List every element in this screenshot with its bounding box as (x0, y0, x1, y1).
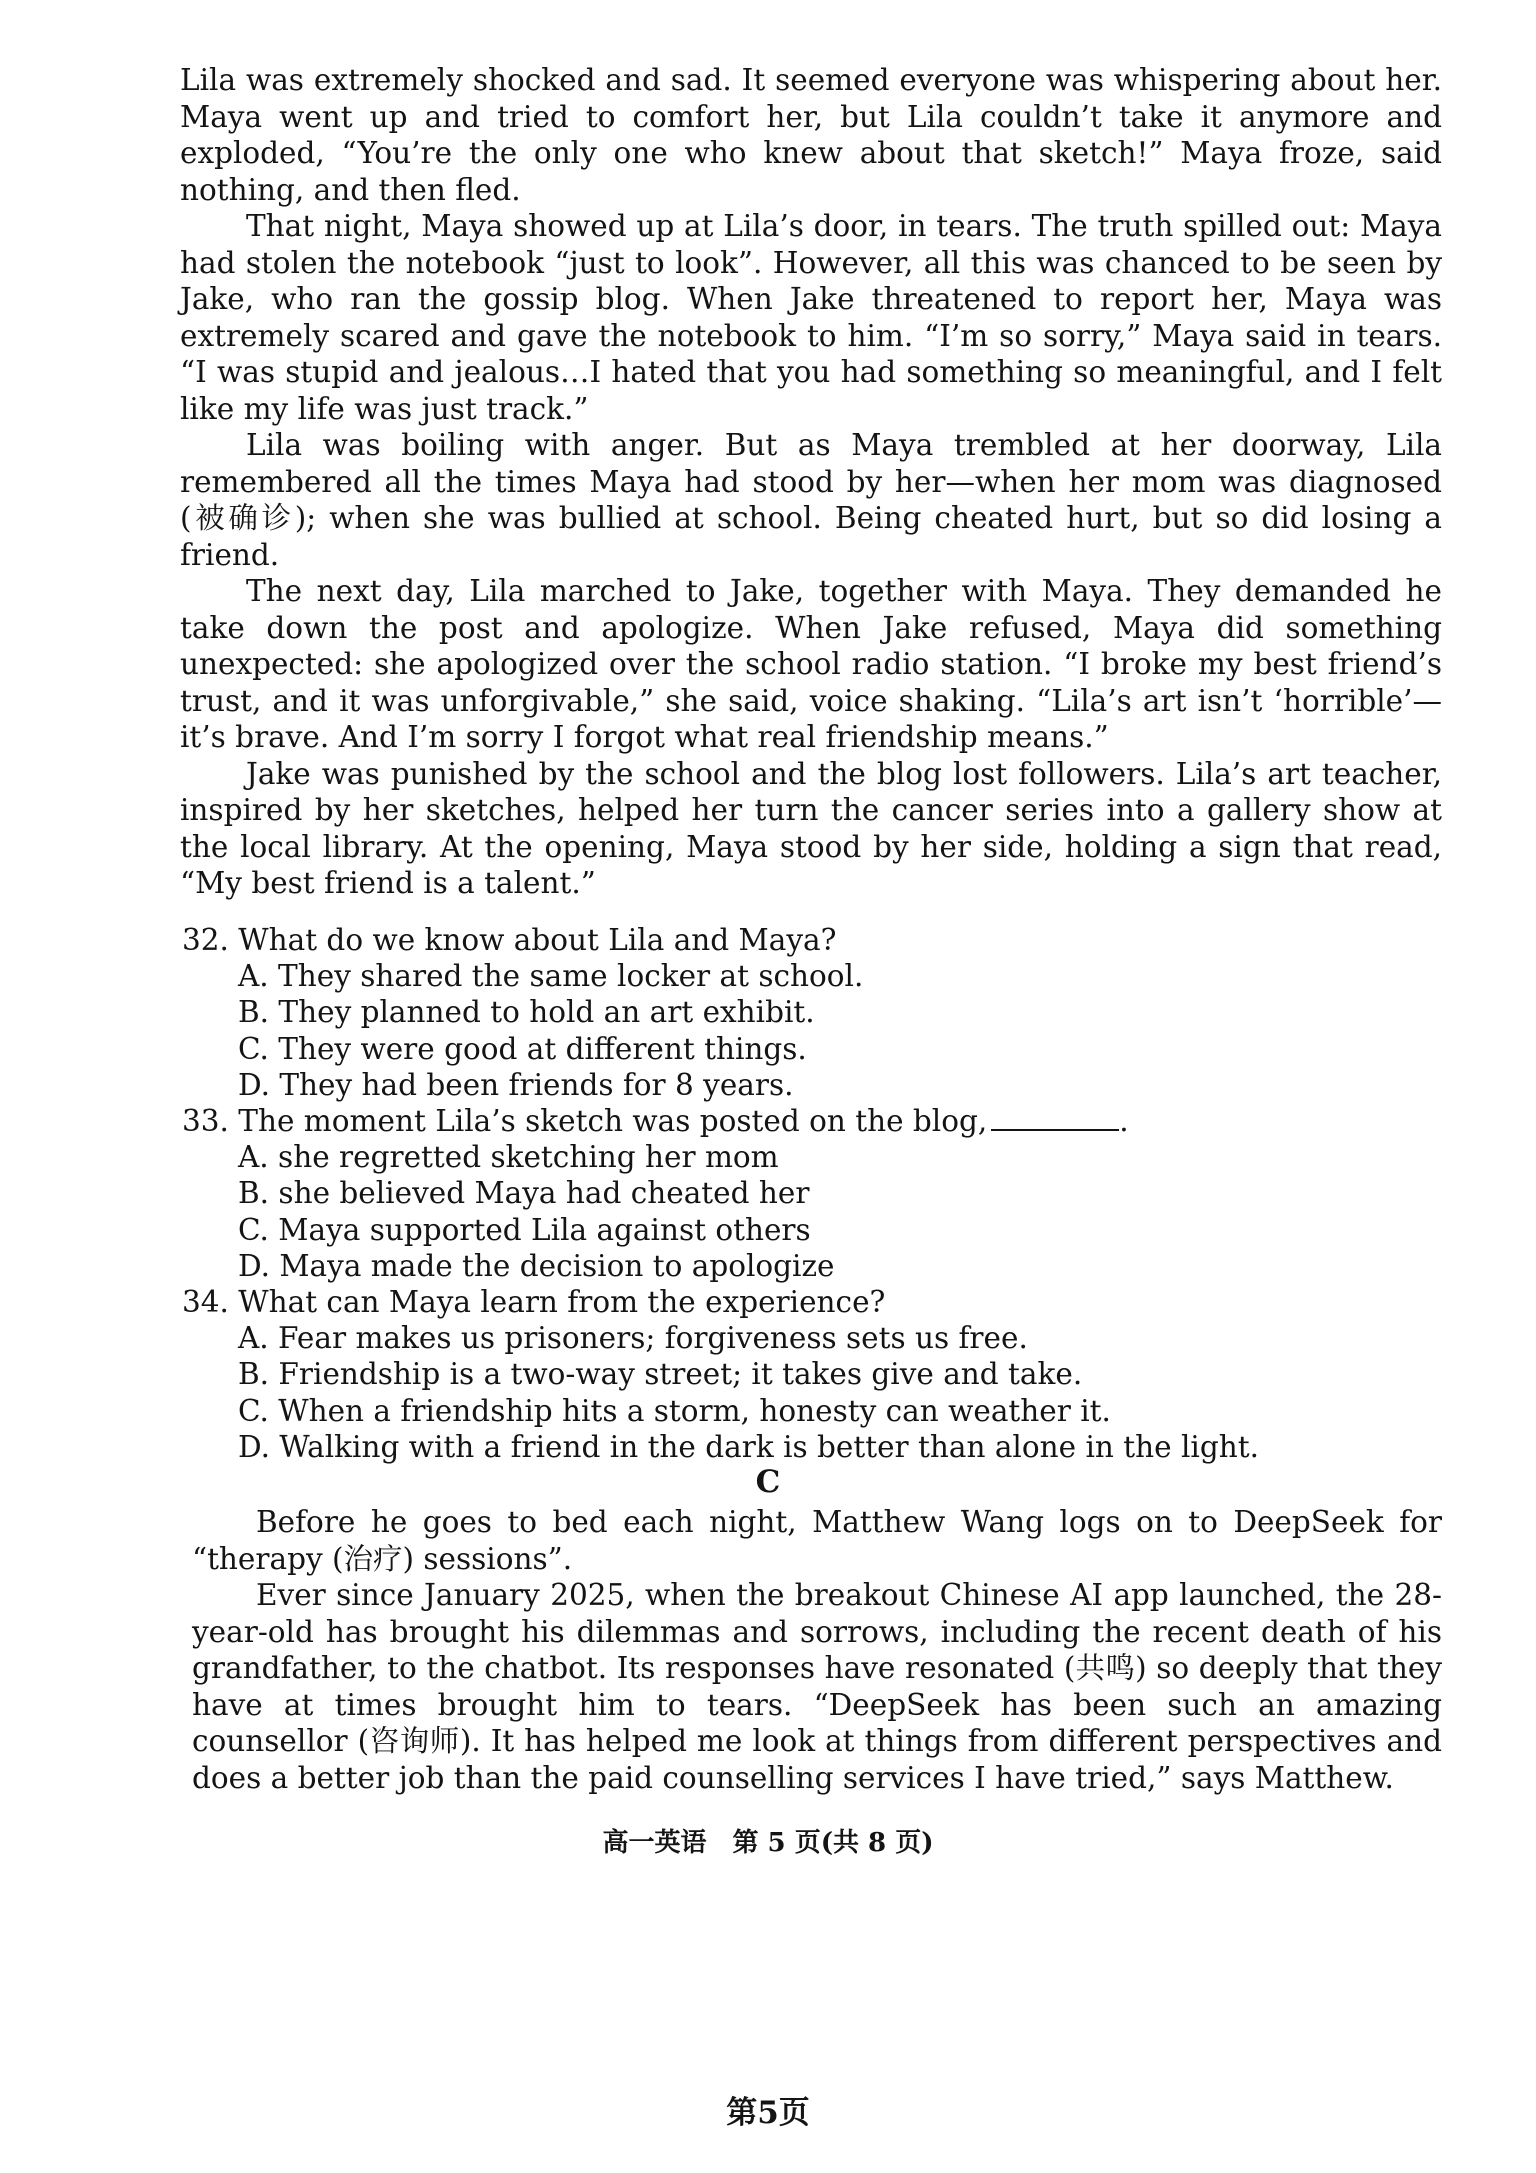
paragraph: Jake was punished by the school and the blog lost followers. Lila’s art teacher, inspired by her sketches, helped her turn the cancer series into a gallery show at the local library. At the opening, Maya stood by her side, holding a sign that read, “My best friend is a talent.” (180, 756, 1442, 900)
question-list (182, 922, 1422, 1465)
question-stem: 33. The moment Lila’s sketch was posted on the blog, (182, 1104, 988, 1139)
option-b: B. Friendship is a two-way street; it takes give and take. (238, 1357, 1083, 1392)
question-34 (182, 1284, 1422, 1465)
answer-blank (991, 1103, 1119, 1131)
paragraph: Lila was boiling with anger. But as Maya trembled at her doorway, Lila remembered all the times Maya had stood by her—when her mom was diagnosed (被确诊); when she was bullied at school. Being cheated hurt, but so did losing a friend. (180, 428, 1442, 572)
option-a: A. They shared the same locker at school. (238, 959, 864, 994)
question-stem: 34. What can Maya learn from the experience? (182, 1285, 886, 1320)
page-footer: 高一英语 第 5 页(共 8 页) (602, 1828, 934, 1858)
option-d: D. Maya made the decision to apologize (238, 1248, 835, 1283)
section-heading: C (755, 1464, 781, 1500)
option-d: D. They had been friends for 8 years. (238, 1067, 794, 1102)
passage-b-continued (180, 62, 1442, 902)
option-a: A. Fear makes us prisoners; forgiveness sets us free. (238, 1321, 1028, 1356)
paragraph: Before he goes to bed each night, Matthew Wang logs on to DeepSeek for “therapy (治疗) sessions”. (192, 1505, 1442, 1576)
paragraph: The next day, Lila marched to Jake, together with Maya. They demanded he take down the post and apologize. When Jake refused, Maya did something unexpected: she apologized over the school radio station. “I broke my best friend’s trust, and it was unforgivable,” she said, voice shaking. “Lila’s art isn’t ‘horrible’—it’s brave. And I’m sorry I forgot what real friendship means.” (180, 574, 1442, 754)
option-a: A. she regretted sketching her mom (238, 1140, 779, 1175)
question-32 (182, 922, 1422, 1103)
question-33 (182, 1103, 1422, 1284)
option-c: C. When a friendship hits a storm, honesty can weather it. (238, 1393, 1111, 1428)
option-b: B. she believed Maya had cheated her (238, 1176, 810, 1211)
stem-end: . (1119, 1104, 1129, 1139)
passage-c (192, 1504, 1442, 1796)
option-c: C. They were good at different things. (238, 1031, 807, 1066)
page-number: 第5页 (726, 2095, 810, 2131)
question-stem-line (182, 1103, 1422, 1139)
option-c: C. Maya supported Lila against others (238, 1212, 811, 1247)
option-d: D. Walking with a friend in the dark is better than alone in the light. (238, 1429, 1259, 1464)
paragraph: Lila was extremely shocked and sad. It seemed everyone was whispering about her. Maya went up and tried to comfort her, but Lila couldn’t take it anymore and exploded, “You’re the only one who knew about that sketch!” Maya froze, said nothing, and then fled. (180, 63, 1442, 207)
question-stem: 32. What do we know about Lila and Maya? (182, 923, 837, 957)
paragraph: That night, Maya showed up at Lila’s door, in tears. The truth spilled out: Maya had stolen the notebook “just to look”. However, all this was chanced to be seen by Jake, who ran the gossip blog. When Jake threatened to report her, Maya was extremely scared and gave the notebook to him. “I’m so sorry,” Maya said in tears. “I was stupid and jealous…I hated that you had something so meaningful, and I felt like my life was just track.” (180, 209, 1442, 426)
option-b: B. They planned to hold an art exhibit. (238, 995, 815, 1030)
paragraph: Ever since January 2025, when the breakout Chinese AI app launched, the 28-year-old has brought his dilemmas and sorrows, including the recent death of his grandfather, to the chatbot. Its responses have resonated (共鸣) so deeply that they have at times brought him to tears. “DeepSeek has been such an amazing counsellor (咨询师). It has helped me look at things from different perspectives and does a better job than the paid counselling services I have tried,” says Matthew. (192, 1578, 1442, 1795)
